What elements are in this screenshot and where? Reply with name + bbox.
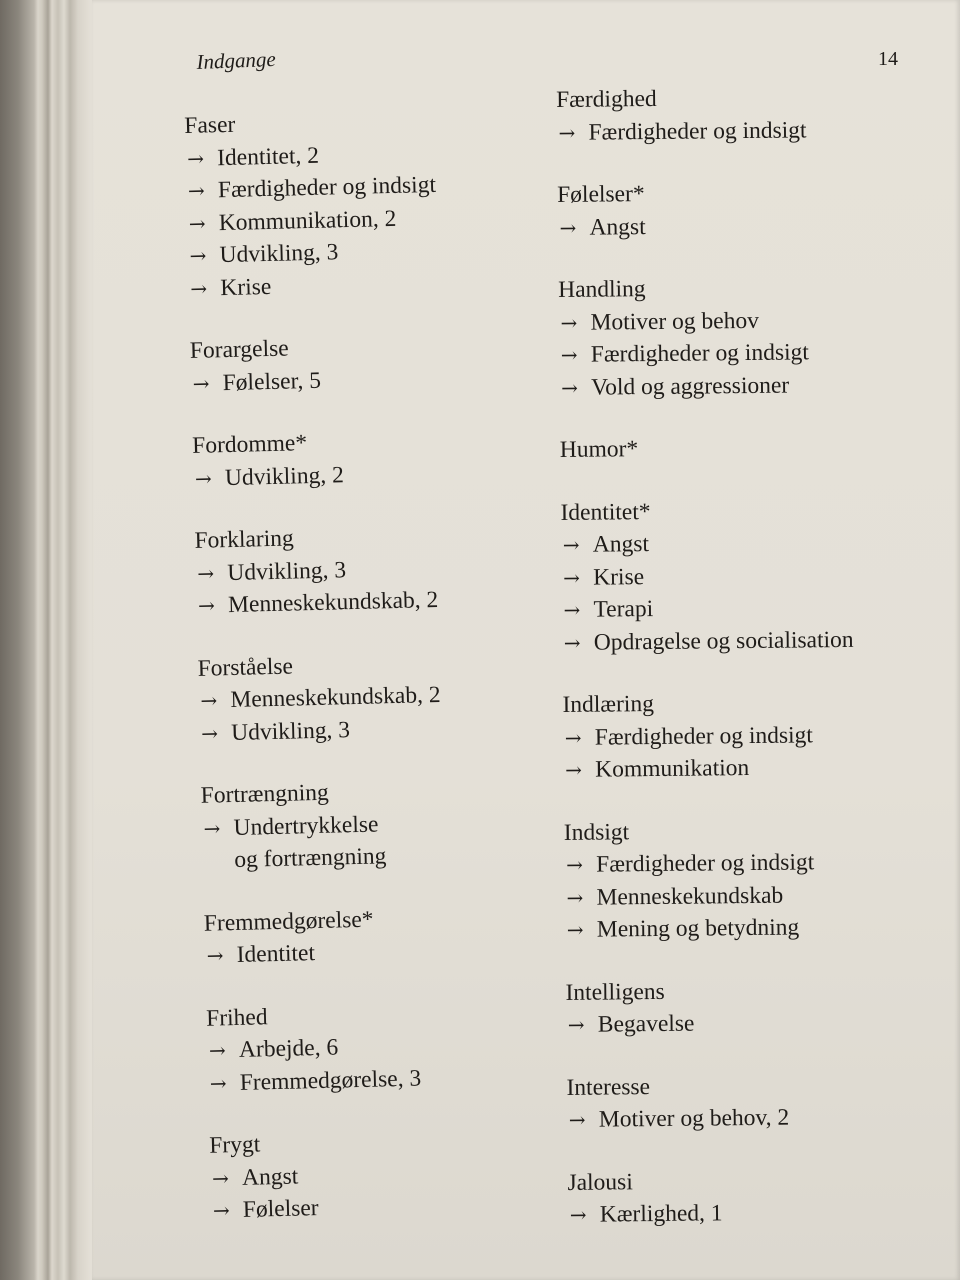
index-entry — [197, 644, 559, 750]
arrow-right-icon: → — [566, 852, 584, 877]
index-entry — [189, 326, 550, 400]
index-entry — [203, 898, 564, 972]
cross-reference-text: Færdigheder og indsigt — [217, 171, 437, 204]
cross-reference — [561, 558, 921, 594]
arrow-right-icon: → — [206, 943, 224, 968]
index-term: Handling — [558, 276, 646, 303]
cross-reference — [567, 1100, 927, 1136]
cross-reference-text: Færdigheder og indsigt — [588, 116, 807, 146]
index-term: Faser — [184, 111, 236, 139]
index-entry — [562, 685, 923, 786]
cross-reference-text: Terapi — [593, 596, 654, 623]
cross-reference-text: Følelser — [242, 1195, 319, 1223]
cross-reference — [564, 845, 924, 881]
cross-reference-text: Krise — [220, 273, 272, 301]
cross-reference — [559, 368, 919, 404]
cross-reference — [558, 303, 918, 339]
cross-reference-text: Begavelse — [597, 1010, 695, 1038]
index-entry — [558, 270, 919, 404]
arrow-right-icon: → — [208, 1038, 227, 1063]
cross-reference-text: Følelser, 5 — [222, 367, 322, 396]
arrow-right-icon: → — [564, 725, 582, 750]
index-term: Forståelse — [197, 653, 294, 682]
index-column-left — [184, 101, 572, 1257]
cross-reference — [561, 525, 921, 561]
arrow-right-icon: → — [563, 565, 581, 590]
index-term: Frygt — [208, 1131, 261, 1159]
cross-reference-text: Krise — [593, 563, 645, 591]
index-term: Fordomme* — [191, 430, 308, 459]
arrow-right-icon: → — [566, 917, 584, 942]
index-entry — [556, 80, 917, 149]
cross-reference-text: Angst — [241, 1163, 299, 1191]
index-entry — [206, 993, 568, 1099]
cross-reference — [563, 750, 923, 786]
cross-reference-text: Angst — [589, 213, 646, 241]
index-term: Interesse — [566, 1073, 651, 1101]
cross-reference-text: Færdigheder og indsigt — [590, 339, 809, 368]
index-entry — [184, 101, 549, 305]
arrow-right-icon: → — [560, 342, 578, 367]
arrow-right-icon: → — [565, 757, 583, 782]
index-term: Indlæring — [562, 691, 655, 718]
index-entry — [557, 175, 918, 244]
index-term: Forklaring — [194, 525, 295, 554]
cross-reference — [556, 113, 916, 149]
arrow-right-icon: → — [212, 1198, 230, 1223]
index-term: Frihed — [205, 1003, 268, 1032]
cross-reference-text: Fremmedgørelse, 3 — [239, 1064, 422, 1096]
arrow-right-icon: → — [187, 178, 206, 203]
index-term: Følelser* — [557, 181, 645, 208]
arrow-right-icon: → — [562, 532, 580, 557]
page-number: 14 — [878, 48, 898, 70]
index-entry — [565, 973, 926, 1042]
cross-reference-text: Menneskekundskab, 2 — [230, 681, 441, 714]
cross-reference-text: Kommunikation — [595, 755, 750, 783]
index-term: Identitet* — [560, 498, 651, 526]
cross-reference-text: Opdragelse og socialisation — [593, 626, 854, 656]
arrow-right-icon: → — [188, 211, 206, 236]
arrow-right-icon: → — [569, 1202, 587, 1227]
cross-reference — [559, 335, 919, 371]
cross-reference-text: Vold og aggressioner — [591, 372, 790, 401]
index-entry — [564, 813, 925, 947]
index-term: Humor* — [559, 436, 639, 463]
arrow-right-icon: → — [197, 560, 215, 586]
arrow-right-icon: → — [211, 1165, 230, 1191]
index-term: Forargelse — [189, 335, 289, 364]
cross-reference — [568, 1195, 928, 1231]
cross-reference-text: Motiver og behov, 2 — [598, 1104, 790, 1133]
arrow-right-icon: → — [568, 1107, 586, 1132]
index-column-right — [556, 80, 928, 1261]
cross-reference-text: Identitet, 2 — [216, 142, 320, 171]
arrow-right-icon: → — [561, 375, 579, 400]
index-term: Indsigt — [563, 818, 630, 846]
index-term: Fremmedgørelse* — [203, 906, 374, 937]
arrow-right-icon: → — [559, 215, 577, 240]
cross-reference — [563, 718, 923, 754]
cross-reference-text: Undertrykkelse og fortrængning — [233, 810, 387, 873]
cross-reference-text: Udvikling, 3 — [230, 716, 351, 746]
cross-reference — [561, 590, 921, 626]
cross-reference — [565, 910, 925, 946]
arrow-right-icon: → — [200, 720, 219, 746]
arrow-right-icon: → — [194, 465, 213, 491]
cross-reference-text: Kærlighed, 1 — [599, 1200, 723, 1228]
cross-reference — [562, 623, 922, 659]
index-term: Intelligens — [565, 978, 665, 1006]
cross-reference-text: Mening og betydning — [596, 914, 800, 943]
arrow-right-icon: → — [563, 630, 581, 655]
arrow-right-icon: → — [203, 815, 221, 841]
arrow-right-icon: → — [190, 275, 208, 301]
arrow-right-icon: → — [566, 885, 584, 910]
arrow-right-icon: → — [197, 593, 216, 618]
cross-reference-text: Identitet — [236, 940, 316, 968]
cross-reference — [557, 208, 917, 244]
arrow-right-icon: → — [189, 243, 207, 268]
index-entry — [560, 430, 920, 466]
arrow-right-icon: → — [209, 1070, 227, 1096]
cross-reference-text: Arbejde, 6 — [238, 1034, 339, 1063]
cross-reference-text: Udvikling, 3 — [219, 239, 339, 269]
index-entry — [566, 1068, 927, 1137]
arrow-right-icon: → — [558, 120, 576, 145]
cross-reference-text: Menneskekundskab, 2 — [227, 586, 439, 619]
cross-reference-text: Motiver og behov — [590, 307, 760, 336]
cross-reference — [566, 1005, 926, 1041]
index-term: Færdighed — [556, 85, 657, 113]
cross-reference-text: Færdigheder og indsigt — [594, 721, 813, 751]
cross-reference-text: Angst — [592, 531, 650, 558]
arrow-right-icon: → — [192, 370, 210, 396]
cross-reference-text: Færdigheder og indsigt — [596, 849, 815, 878]
cross-reference-text: Menneskekundskab — [596, 882, 784, 911]
arrow-right-icon: → — [186, 146, 205, 171]
cross-reference-text: Kommunikation, 2 — [218, 205, 397, 236]
cross-reference — [564, 878, 924, 914]
cross-reference-text: Udvikling, 3 — [226, 556, 347, 586]
index-entry — [200, 771, 562, 877]
index-term: Jalousi — [567, 1168, 633, 1196]
arrow-right-icon: → — [200, 688, 218, 713]
index-entry — [209, 1121, 571, 1227]
cross-reference — [201, 803, 562, 877]
index-term: Fortrængning — [200, 779, 330, 809]
index-entry — [194, 516, 556, 622]
arrow-right-icon: → — [563, 597, 581, 622]
index-entry — [567, 1163, 928, 1232]
arrow-right-icon: → — [560, 310, 578, 335]
arrow-right-icon: → — [567, 1012, 585, 1037]
index-entry — [560, 493, 922, 659]
cross-reference-text: Udvikling, 2 — [224, 461, 345, 491]
section-header: Indgange — [196, 46, 277, 74]
index-entry — [192, 421, 553, 495]
